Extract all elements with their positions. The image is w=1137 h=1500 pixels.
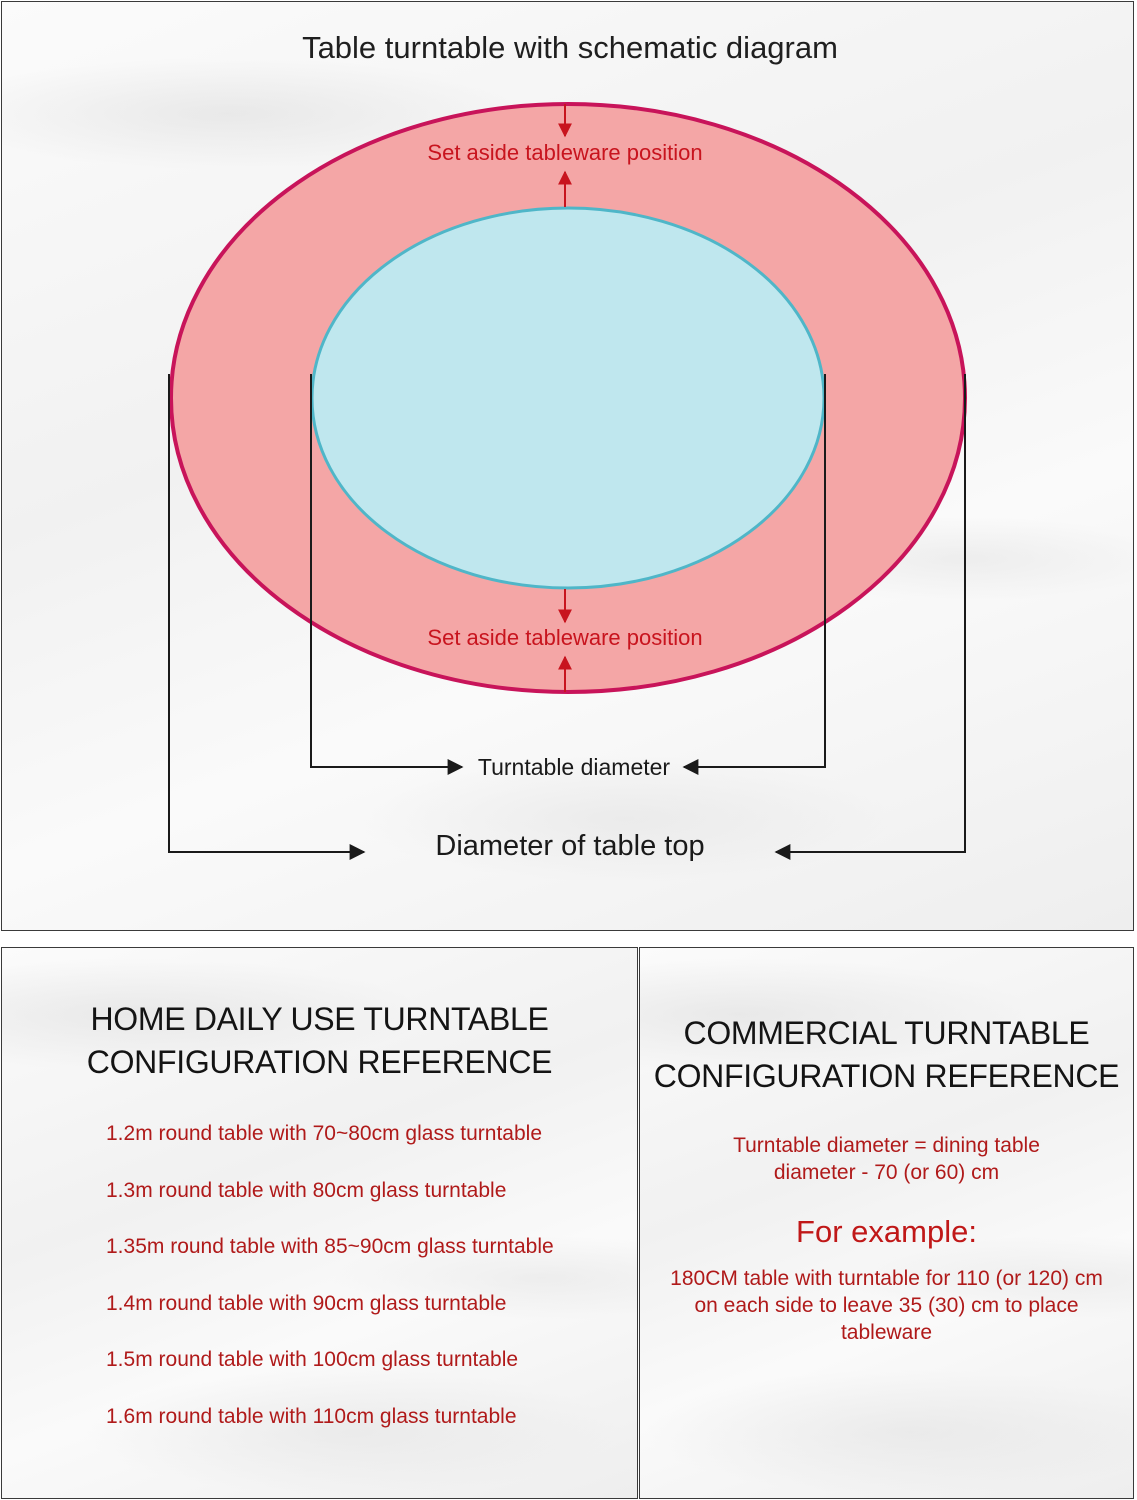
commercial-formula-line2: diameter - 70 (or 60) cm	[773, 1161, 1000, 1184]
home-heading-line2: CONFIGURATION REFERENCE	[86, 1044, 553, 1080]
list-item: 1.5m round table with 100cm glass turntable	[106, 1348, 519, 1372]
list-item: 1.35m round table with 85~90cm glass turntable	[106, 1235, 554, 1259]
list-item: 1.3m round table with 80cm glass turntable	[106, 1178, 507, 1202]
commercial-example-body	[640, 1265, 1133, 1346]
list-item: 1.2m round table with 70~80cm glass turntable	[106, 1122, 543, 1145]
schematic-diagram-panel	[1, 1, 1134, 931]
list-item: 1.4m round table with 90cm glass turntable	[106, 1291, 507, 1315]
home-heading-line1: HOME DAILY USE TURNTABLE	[90, 1001, 549, 1037]
commercial-configuration-panel	[639, 947, 1134, 1499]
commercial-heading-line1: COMMERCIAL TURNTABLE	[683, 1015, 1090, 1051]
commercial-example-title: For example:	[796, 1214, 977, 1249]
commercial-example-line3: tableware	[840, 1321, 933, 1344]
home-configuration-panel	[1, 947, 638, 1499]
commercial-heading-line2: CONFIGURATION REFERENCE	[653, 1058, 1120, 1094]
tableware-label-bottom: Set aside tableware position	[427, 625, 703, 650]
home-heading	[2, 998, 637, 1084]
turntable-schematic	[2, 2, 1133, 930]
commercial-example-line1: 180CM table with turntable for 110 (or 120) cm	[670, 1267, 1103, 1290]
commercial-example-line2: on each side to leave 35 (30) cm to place	[694, 1294, 1079, 1317]
commercial-formula-line1: Turntable diameter = dining table	[733, 1134, 1040, 1157]
table-top-diameter-label: Diameter of table top	[435, 830, 705, 862]
turntable-diameter-label: Turntable diameter	[477, 754, 671, 780]
diagram-title: Table turntable with schematic diagram	[302, 30, 838, 65]
home-config-list	[106, 1122, 554, 1462]
list-item: 1.6m round table with 110cm glass turntable	[106, 1404, 517, 1428]
turntable-ellipse	[312, 208, 824, 588]
commercial-formula	[640, 1132, 1133, 1186]
commercial-heading	[640, 1012, 1133, 1098]
tableware-label-top: Set aside tableware position	[427, 140, 703, 165]
